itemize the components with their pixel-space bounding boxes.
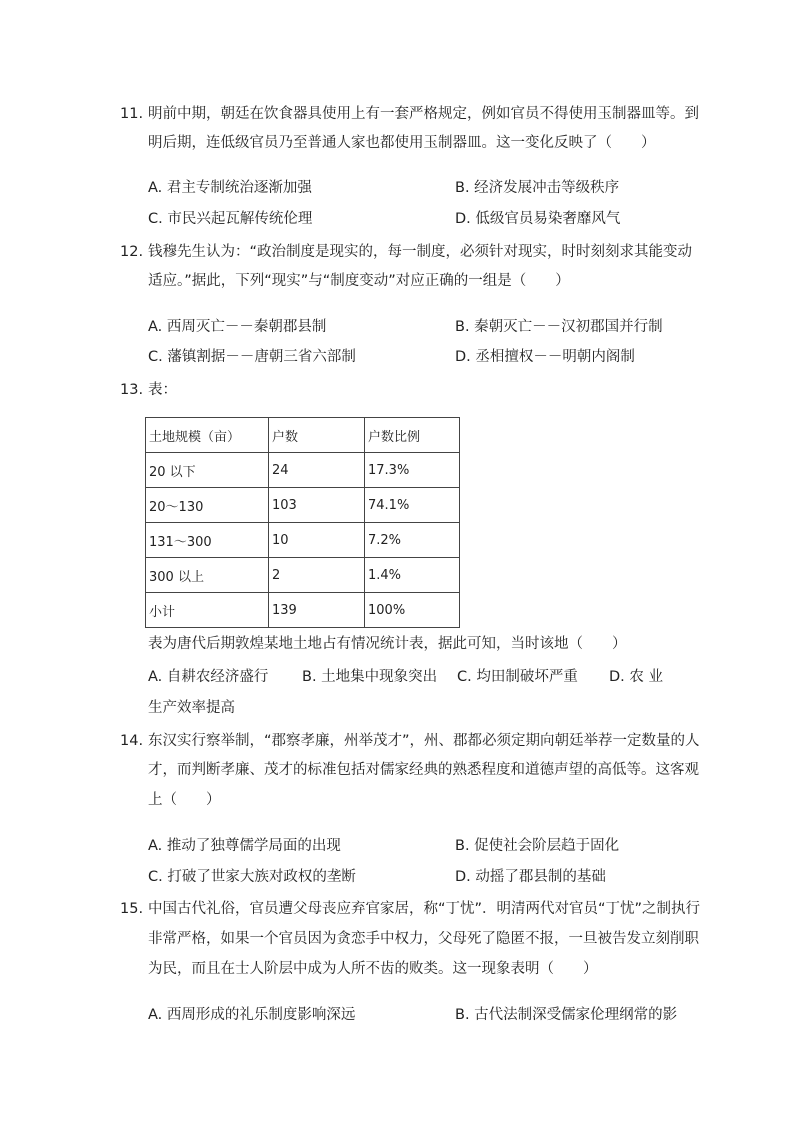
question-text: 适应。”据此，下列“现实”与“制度变动”对应正确的一组是（ ） bbox=[148, 273, 570, 289]
question-number: 12. bbox=[120, 244, 144, 260]
question-text: 中国古代礼俗，官员遭父母丧应弃官家居，称“丁忧”．明清两代对官员“丁忧”之制执行 bbox=[148, 901, 701, 917]
option-c[interactable]: C. 均田制破坏严重 bbox=[457, 669, 578, 685]
option-c[interactable]: C. 市民兴起瓦解传统伦理 bbox=[148, 211, 313, 227]
option-b[interactable]: B. 土地集中现象突出 bbox=[302, 669, 438, 685]
option-c[interactable]: C. 打破了世家大族对政权的垄断 bbox=[148, 869, 356, 885]
table-header-cell: 户数 bbox=[269, 418, 365, 453]
question-number: 15. bbox=[120, 901, 144, 917]
question-text: 才，而判断孝廉、茂才的标准包括对儒家经典的熟悉程度和道德声望的高低等。这客观 bbox=[148, 762, 699, 778]
table-cell: 7.2% bbox=[365, 523, 460, 558]
option-b[interactable]: B. 促使社会阶层趋于固化 bbox=[455, 838, 620, 854]
table-cell: 小计 bbox=[146, 593, 269, 628]
table-row bbox=[146, 523, 460, 558]
question-number: 13. bbox=[120, 382, 144, 398]
table-cell: 24 bbox=[269, 453, 365, 488]
option-a[interactable]: A. 西周灭亡－－秦朝郡县制 bbox=[148, 319, 327, 335]
question-text: 东汉实行察举制，“郡察孝廉，州举茂才”，州、郡都必须定期向朝廷举荐一定数量的人 bbox=[148, 733, 700, 749]
option-b[interactable]: B. 秦朝灭亡－－汉初郡国并行制 bbox=[455, 319, 663, 335]
option-d-continued: 生产效率提高 bbox=[148, 700, 235, 716]
question-number: 14. bbox=[120, 733, 144, 749]
question-text: 明后期，连低级官员乃至普通人家也都使用玉制器皿。这一变化反映了（ ） bbox=[148, 135, 656, 151]
table-cell: 131～300 bbox=[146, 523, 269, 558]
question-text: 上（ ） bbox=[148, 792, 221, 808]
option-a[interactable]: A. 自耕农经济盛行 bbox=[148, 669, 269, 685]
option-d[interactable]: D. 动摇了郡县制的基础 bbox=[455, 869, 606, 885]
table-cell: 20 以下 bbox=[146, 453, 269, 488]
question-text: 明前中期，朝廷在饮食器具使用上有一套严格规定，例如官员不得使用玉制器皿等。到 bbox=[148, 106, 699, 122]
table-row bbox=[146, 558, 460, 593]
option-d[interactable]: D. 丞相擅权－－明朝内阁制 bbox=[455, 349, 635, 365]
question-number: 11. bbox=[120, 106, 144, 122]
table-cell: 20～130 bbox=[146, 488, 269, 523]
table-cell: 17.3% bbox=[365, 453, 460, 488]
table-cell: 139 bbox=[269, 593, 365, 628]
table-row bbox=[146, 593, 460, 628]
option-a[interactable]: A. 西周形成的礼乐制度影响深远 bbox=[148, 1007, 356, 1023]
option-a[interactable]: A. 推动了独尊儒学局面的出现 bbox=[148, 838, 341, 854]
option-b[interactable]: B. 古代法制深受儒家伦理纲常的影 bbox=[455, 1007, 678, 1023]
table-cell: 300 以上 bbox=[146, 558, 269, 593]
table-cell: 103 bbox=[269, 488, 365, 523]
table-row bbox=[146, 453, 460, 488]
question-text: 钱穆先生认为：“政治制度是现实的，每一制度，必须针对现实，时时刻刻求其能变动 bbox=[148, 244, 693, 260]
table-header-cell: 土地规模（亩） bbox=[146, 418, 269, 453]
option-b[interactable]: B. 经济发展冲击等级秩序 bbox=[455, 180, 620, 196]
land-statistics-table bbox=[145, 417, 460, 628]
table-row bbox=[146, 488, 460, 523]
table-cell: 2 bbox=[269, 558, 365, 593]
question-text: 表为唐代后期敦煌某地土地占有情况统计表，据此可知，当时该地（ ） bbox=[148, 636, 627, 652]
table-header-cell: 户数比例 bbox=[365, 418, 460, 453]
option-d[interactable]: D. 农 业 bbox=[609, 669, 663, 685]
question-text: 为民，而且在士人阶层中成为人所不齿的败类。这一现象表明（ ） bbox=[148, 961, 598, 977]
table-cell: 100% bbox=[365, 593, 460, 628]
question-text: 非常严格，如果一个官员因为贪恋手中权力，父母死了隐匿不报，一旦被告发立刻削职 bbox=[148, 931, 699, 947]
table-cell: 10 bbox=[269, 523, 365, 558]
option-a[interactable]: A. 君主专制统治逐渐加强 bbox=[148, 180, 312, 196]
option-c[interactable]: C. 藩镇割据－－唐朝三省六部制 bbox=[148, 349, 356, 365]
table-cell: 1.4% bbox=[365, 558, 460, 593]
option-d[interactable]: D. 低级官员易染奢靡风气 bbox=[455, 211, 621, 227]
table-cell: 74.1% bbox=[365, 488, 460, 523]
table-header-row bbox=[146, 418, 460, 453]
question-text: 表： bbox=[148, 382, 177, 398]
